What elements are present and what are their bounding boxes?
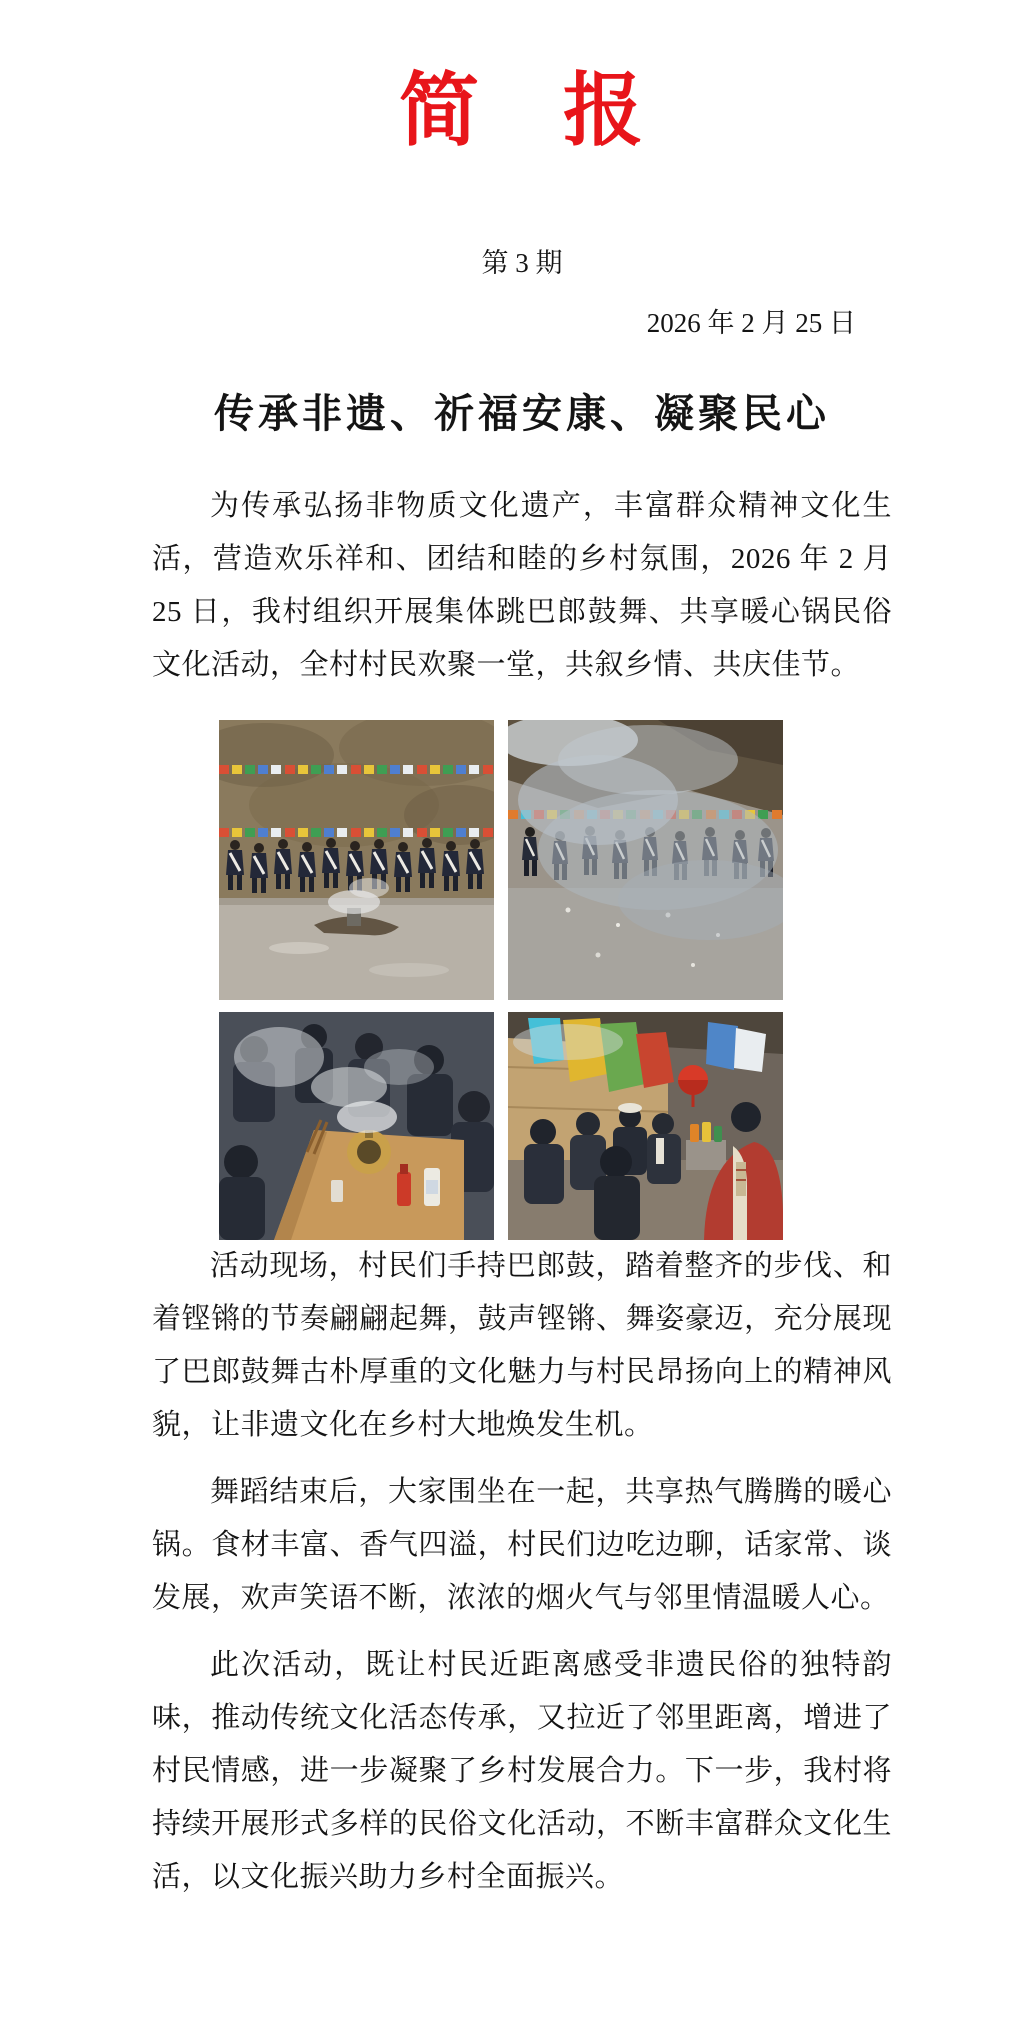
bulletin-title: 简 报 <box>399 68 645 156</box>
photo-drum-dance-line <box>219 720 494 1000</box>
issue-date: 2026 年 2 月 25 日 <box>646 307 856 338</box>
paragraph-dance-scene: 活动现场，村民们手持巴郎鼓，踏着整齐的步伐、和着铿锵的节奏翩翩起舞，鼓声铿锵、舞姿豪迈，充分展现了巴郎鼓舞古朴厚重的文化魅力与村民昂扬向上的精神风貌，让非遗文化在乡村大地焕发生机。 <box>152 1249 892 1441</box>
photo-hotpot-table <box>219 1012 494 1240</box>
photo-courtyard-feast-illustration <box>508 1012 783 1240</box>
paragraph-hotpot: 舞蹈结束后，大家围坐在一起，共享热气腾腾的暖心锅。食材丰富、香气四溢，村民们边吃边聊，话家常、谈发展，欢声笑语不断，浓浓的烟火气与邻里情温暖人心。 <box>152 1475 892 1614</box>
article-headline: 传承非遗、祈福安康、凝聚民心 <box>214 390 830 436</box>
article-body <box>152 480 892 1904</box>
photo-drum-dance-smoke-illustration <box>508 720 783 1000</box>
issue-number: 第 3 期 <box>481 247 563 278</box>
photo-drum-dance-line-illustration <box>219 720 494 1000</box>
photo-grid <box>219 720 783 1240</box>
photo-drum-dance-smoke <box>508 720 783 1000</box>
paragraph-intro: 为传承弘扬非物质文化遗产，丰富群众精神文化生活，营造欢乐祥和、团结和睦的乡村氛围，2026 年 2 月 25 日，我村组织开展集体跳巴郎鼓舞、共享暖心锅民俗文化活动，全村村民欢聚一堂，共叙乡情、共庆佳节。 <box>152 489 892 681</box>
bulletin-document-page <box>0 68 1024 2043</box>
photo-courtyard-feast <box>508 1012 783 1240</box>
paragraph-conclusion: 此次活动，既让村民近距离感受非遗民俗的独特韵味，推动传统文化活态传承，又拉近了邻里距离，增进了村民情感，进一步凝聚了乡村发展合力。下一步，我村将持续开展形式多样的民俗文化活动，不断丰富群众文化生活，以文化振兴助力乡村全面振兴。 <box>152 1648 892 1893</box>
photo-hotpot-table-illustration <box>219 1012 494 1240</box>
